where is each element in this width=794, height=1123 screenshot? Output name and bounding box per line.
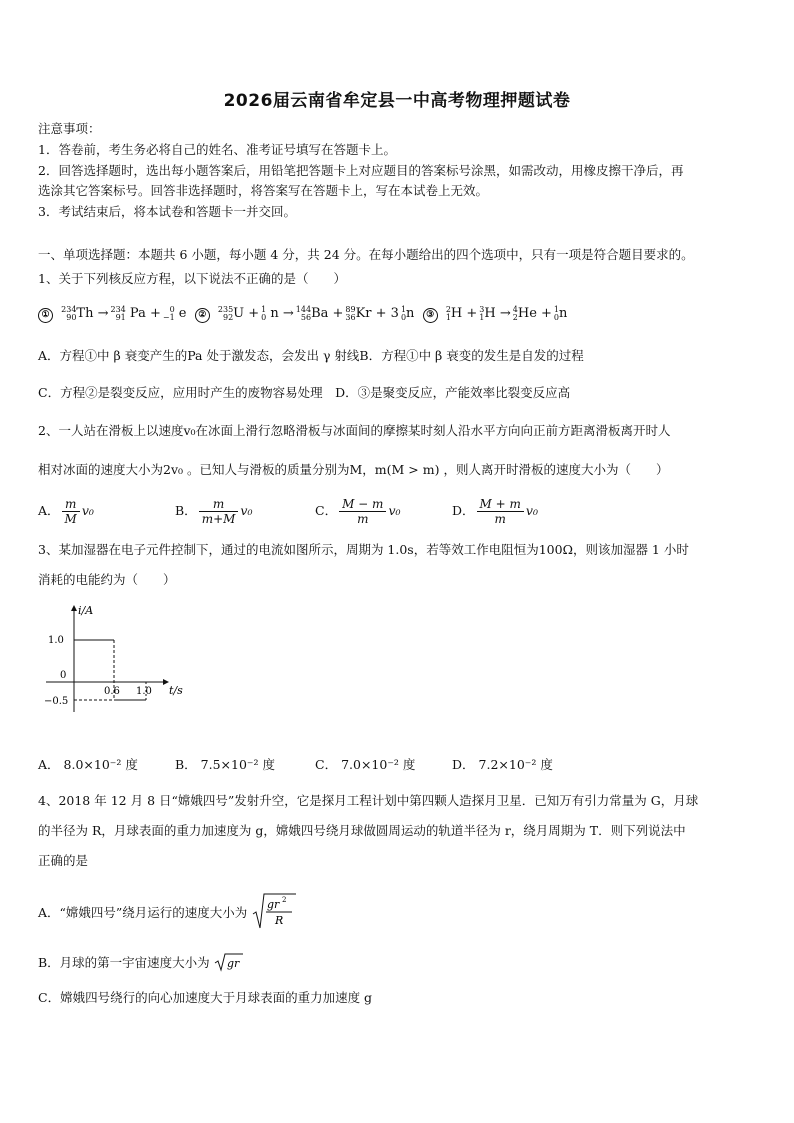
sqrt-gr [214,952,244,972]
fraction-denominator: m [357,512,369,526]
question-2-option-a [38,497,94,526]
question-1-option-c: C．方程②是裂变反应，应用时产生的废物容易处理 D．③是聚变反应，产能效率比裂变反应高 [38,385,571,400]
option-text: A．“嫦娥四号”绕月运行的速度大小为 [38,905,248,920]
fraction-denominator: M [64,512,77,526]
question-4-option-b [38,952,244,972]
option-label: C． [315,503,338,518]
section-heading: 一、单项选择题：本题共 6 小题，每小题 4 分，共 24 分。在每小题给出的四个选项中，只有一项是符合题目要求的。 [38,247,694,262]
question-2-option-b [175,497,253,526]
notice-item: 1．答卷前，考生务必将自己的姓名、准考证号填写在答题卡上。 [38,142,396,157]
question-4-option-c: C．嫦娥四号绕行的向心加速度大于月球表面的重力加速度 g [38,990,373,1005]
eq-mark-3: ③ [423,308,438,323]
fraction-denominator: m [494,512,506,526]
fraction-numerator: M − m [339,497,386,512]
question-4-line: 的半径为 R，月球表面的重力加速度为 g，嫦娥四号绕月球做圆周运动的轨道半径为 r，绕月周期为 T．则下列说法中 [38,823,686,838]
question-3-line: 3、某加湿器在电子元件控制下，通过的电流如图所示，周期为 1.0s，若等效工作电阻恒为100Ω，则该加湿器 1 小时 [38,542,689,557]
question-3-option-d: D． 7.2×10⁻² 度 [452,757,553,772]
question-2-line: 相对冰面的速度大小为2v₀ 。已知人与滑板的质量分别为M，m(M > m) ，则人离开时滑板的速度大小为（ ） [38,462,669,477]
question-1-stem: 1、关于下列核反应方程，以下说法不正确的是（ ） [38,271,346,286]
notice-item: 2．回答选择题时，选出每小题答案后，用铅笔把答题卡上对应题目的答案标号涂黑，如需改动，用橡皮擦干净后，再 [38,163,684,178]
fraction-numerator: m [199,497,239,512]
question-3-option-b: B． 7.5×10⁻² 度 [175,757,276,772]
option-suffix: v₀ [81,503,94,518]
sqrt-formula [251,892,297,932]
notice-item: 选涂其它答案标号。回答非选择题时，将答案写在答题卡上，写在本试卷上无效。 [38,183,489,198]
option-label: D． [452,503,475,518]
graph-ylabel: i/A [78,604,94,617]
option-label: B． [175,503,197,518]
question-4-line: 4、2018 年 12 月 8 日“嫦娥四号”发射升空，它是探月工程计划中第四颗人造探月卫星．已知万有引力常量为 G，月球 [38,793,699,808]
graph-ytick: 1.0 [48,635,64,646]
notice-heading: 注意事项： [38,121,101,136]
fraction-denominator: m+M [201,512,236,526]
graph-ytick: 0 [60,670,67,681]
question-2-option-d [452,497,538,526]
svg-text:gr: gr [267,898,280,911]
notice-item: 3．考试结束后，将本试卷和答题卡一并交回。 [38,204,296,219]
svg-text:2: 2 [282,896,287,904]
graph-xtick: 1.0 [136,686,152,697]
question-2-line: 2、一人站在滑板上以速度v₀在冰面上滑行忽略滑板与冰面间的摩擦某时刻人沿水平方向向正前方距离滑板离开时人 [38,423,671,438]
eq-mark-2: ② [195,308,210,323]
question-4-option-a [38,892,297,932]
fraction-numerator: M + m [477,497,524,512]
page-title: 2026届云南省牟定县一中高考物理押题试卷 [223,91,571,111]
question-2-option-c [315,497,401,526]
svg-text:R: R [275,914,284,927]
question-3-option-a: A． 8.0×10⁻² 度 [38,757,138,772]
option-suffix: v₀ [240,503,253,518]
fraction-numerator: m [62,497,80,512]
question-4-line: 正确的是 [38,853,89,868]
question-3-line: 消耗的电能约为（ ） [38,572,176,587]
option-label: A． [38,503,60,518]
question-3-option-c: C． 7.0×10⁻² 度 [315,757,416,772]
option-suffix: v₀ [525,503,538,518]
option-suffix: v₀ [388,503,401,518]
graph-xlabel: t/s [169,684,183,697]
graph-ytick: −0.5 [44,696,69,707]
option-text: B．月球的第一宇宙速度大小为 [38,955,210,970]
svg-text:gr: gr [226,957,239,970]
question-1-option-a: A．方程①中 β 衰变产生的Pa 处于激发态，会发出 γ 射线B．方程①中 β 衰变的发生是自发的过程 [38,348,584,363]
graph-xtick: 0.6 [104,686,120,697]
eq-mark-1: ① [38,308,53,323]
nuclear-equations: ① 234 90 Th → 234 91 Pa + 0 −1 e ② 235 92 U + 1 0 n → 144 56 Ba + 89 36 Kr + 3 1 0 n ③ 2 1 H + 3 1 H → 4 2 He + 1 0 n [38,303,763,325]
current-time-graph [38,600,208,715]
